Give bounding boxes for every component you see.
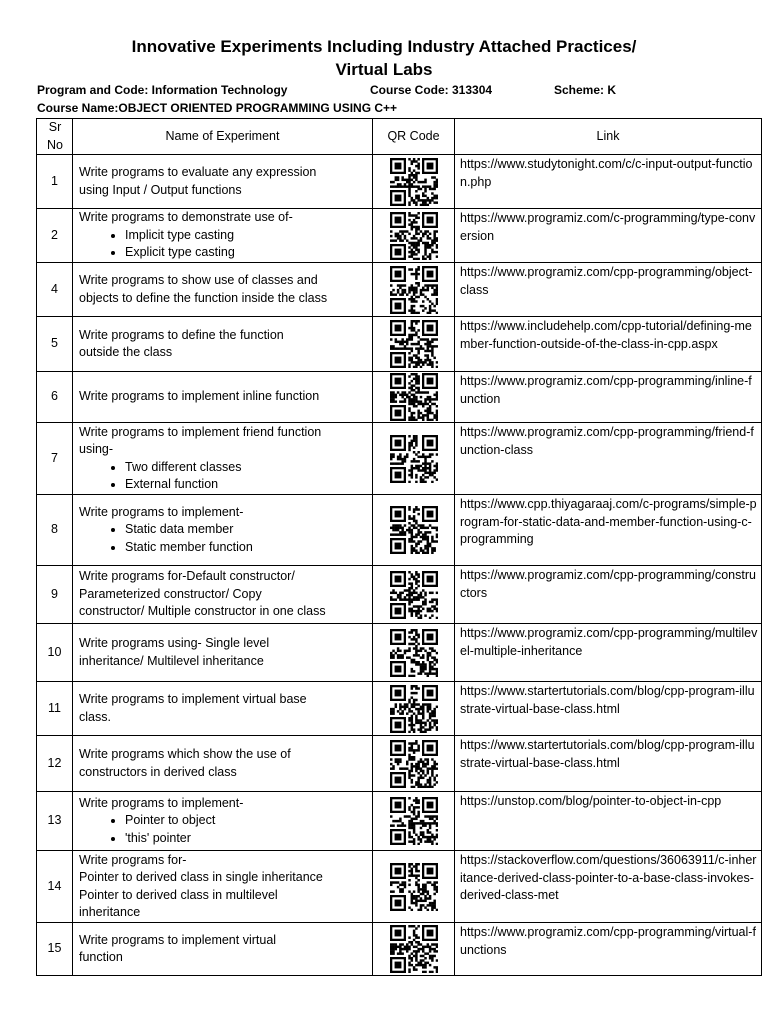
bullet-item: • Pointer to object <box>125 812 366 830</box>
sr-no-cell: 1 <box>37 155 73 209</box>
program-code: Program and Code: Information Technology <box>37 83 288 97</box>
table-row <box>37 624 762 682</box>
qr-code-cell <box>373 923 455 976</box>
qr-code-icon <box>390 925 438 973</box>
qr-code-icon <box>390 158 438 206</box>
table-row <box>37 263 762 317</box>
sr-no-cell: 8 <box>37 495 73 566</box>
table-row <box>37 923 762 976</box>
qr-code-icon <box>390 797 438 845</box>
table-row <box>37 792 762 851</box>
table-row <box>37 682 762 736</box>
sr-no-cell: 13 <box>37 792 73 851</box>
sr-no-cell: 12 <box>37 736 73 792</box>
experiment-name-line: constructors in derived class <box>79 764 237 779</box>
experiment-name-cell <box>73 317 373 372</box>
experiment-name-line: Write programs for- <box>79 852 187 867</box>
experiment-name-line: using Input / Output functions <box>79 182 242 197</box>
link-cell[interactable]: https://www.programiz.com/cpp-programming/inline-function <box>455 372 762 423</box>
sr-no-cell: 6 <box>37 372 73 423</box>
experiment-name-line: function <box>79 950 123 964</box>
qr-code-cell <box>373 209 455 263</box>
qr-code-cell <box>373 263 455 317</box>
qr-code-cell <box>373 792 455 851</box>
experiment-name-line: inheritance <box>79 905 141 919</box>
link-cell[interactable]: https://www.programiz.com/cpp-programming/object-class <box>455 263 762 317</box>
experiment-name-line: Pointer to derived class in single inheritance <box>79 870 323 884</box>
qr-code-icon <box>390 212 438 260</box>
bullet-item: • Static data member <box>125 521 366 539</box>
qr-code-cell <box>373 372 455 423</box>
link-cell[interactable]: https://www.programiz.com/cpp-programming/multilevel-multiple-inheritance <box>455 624 762 682</box>
header-name: Name of Experiment <box>73 119 373 155</box>
bullet-item: • Two different classes <box>125 459 366 477</box>
experiment-name-line: Parameterized constructor/ Copy <box>79 586 262 601</box>
page-subtitle: Virtual Labs <box>335 60 433 79</box>
experiment-name-cell <box>73 423 373 495</box>
sr-no-cell: 2 <box>37 209 73 263</box>
experiment-name-line: outside the class <box>79 345 173 359</box>
table-row <box>37 155 762 209</box>
link-cell[interactable]: https://unstop.com/blog/pointer-to-object-in-cpp <box>455 792 762 851</box>
link-cell[interactable]: https://www.cpp.thiyagaraaj.com/c-programs/simple-program-for-static-data-and-member-function-using-c-programming <box>455 495 762 566</box>
qr-code-cell <box>373 155 455 209</box>
link-cell[interactable]: https://www.startertutorials.com/blog/cpp-program-illustrate-virtual-base-class.html <box>455 682 762 736</box>
table-row <box>37 495 762 566</box>
qr-code-icon <box>390 740 438 788</box>
qr-code-cell <box>373 423 455 495</box>
sr-no-cell: 7 <box>37 423 73 495</box>
qr-code-icon <box>390 373 438 421</box>
header-sr-no: Sr No <box>37 119 73 155</box>
experiment-name-cell <box>73 495 373 566</box>
table-row <box>37 372 762 423</box>
qr-code-icon <box>390 685 438 733</box>
qr-code-cell <box>373 566 455 624</box>
experiment-name-cell <box>73 851 373 923</box>
experiment-name-line: Write programs to implement- <box>79 504 244 519</box>
bullet-item: • Static member function <box>125 539 366 557</box>
qr-code-icon <box>390 506 438 554</box>
qr-code-icon <box>390 571 438 619</box>
qr-code-icon <box>390 320 438 368</box>
experiment-name-line: Write programs to implement friend function <box>79 424 322 439</box>
link-cell[interactable]: https://www.includehelp.com/cpp-tutorial/defining-member-function-outside-of-the-class-in-cpp.aspx <box>455 317 762 372</box>
bullet-item: • Implicit type casting <box>125 227 366 245</box>
bullet-item: • 'this' pointer <box>125 830 366 848</box>
experiment-name-line: Write programs to evaluate any expression <box>79 165 317 179</box>
qr-code-icon <box>390 435 438 483</box>
experiment-name-line: Write programs to implement virtual base <box>79 692 307 706</box>
experiment-name-line: Write programs to implement virtual <box>79 932 277 947</box>
experiment-name-line: Write programs which show the use of <box>79 747 291 761</box>
sr-no-cell: 9 <box>37 566 73 624</box>
qr-code-cell <box>373 736 455 792</box>
qr-code-icon <box>390 266 438 314</box>
experiment-name-line: Write programs to implement- <box>79 795 244 810</box>
bullet-item: • External function <box>125 476 366 494</box>
header-qr: QR Code <box>373 119 455 155</box>
experiment-name-cell <box>73 682 373 736</box>
table-row <box>37 566 762 624</box>
qr-code-cell <box>373 317 455 372</box>
table-row <box>37 851 762 923</box>
scheme: Scheme: K <box>554 83 617 97</box>
experiment-name-cell <box>73 736 373 792</box>
bullet-list <box>79 521 366 556</box>
link-cell[interactable]: https://www.studytonight.com/c/c-input-output-function.php <box>455 155 762 209</box>
link-cell[interactable]: https://www.startertutorials.com/blog/cpp-program-illustrate-virtual-base-class.html <box>455 736 762 792</box>
experiment-name-line: constructor/ Multiple constructor in one class <box>79 604 326 619</box>
experiment-name-cell <box>73 792 373 851</box>
experiment-name-cell <box>73 155 373 209</box>
experiment-name-line: inheritance/ Multilevel inheritance <box>79 653 264 668</box>
experiment-name-line: Write programs to define the function <box>79 327 284 342</box>
qr-code-cell <box>373 624 455 682</box>
link-cell[interactable]: https://www.programiz.com/cpp-programming/virtual-functions <box>455 923 762 976</box>
sr-no-cell: 5 <box>37 317 73 372</box>
qr-code-icon <box>390 629 438 677</box>
bullet-list <box>79 459 366 494</box>
experiment-name-line: Pointer to derived class in multilevel <box>79 887 278 902</box>
link-cell[interactable]: https://stackoverflow.com/questions/36063911/c-inheritance-derived-class-pointer-to-a-base-class-invokes-derived-class-met <box>455 851 762 923</box>
bullet-list <box>79 812 366 847</box>
experiment-name-line: Write programs to implement inline function <box>79 389 320 404</box>
experiment-name-line: Write programs to show use of classes and <box>79 273 318 287</box>
header-link: Link <box>455 119 762 155</box>
bullet-item: • Explicit type casting <box>125 244 366 262</box>
experiment-name-cell <box>73 566 373 624</box>
sr-no-cell: 15 <box>37 923 73 976</box>
table-row <box>37 736 762 792</box>
experiment-name-cell <box>73 263 373 317</box>
sr-no-cell: 10 <box>37 624 73 682</box>
qr-code-icon <box>390 863 438 911</box>
qr-code-cell <box>373 495 455 566</box>
link-cell[interactable]: https://www.programiz.com/cpp-programming/constructors <box>455 566 762 624</box>
sr-no-cell: 11 <box>37 682 73 736</box>
sr-no-cell: 4 <box>37 263 73 317</box>
table-row <box>37 317 762 372</box>
experiment-name-cell <box>73 923 373 976</box>
experiment-name-line: Write programs to demonstrate use of- <box>79 210 293 225</box>
qr-code-cell <box>373 682 455 736</box>
page-title: Innovative Experiments Including Industry Attached Practices/ <box>131 37 637 56</box>
experiment-name-cell <box>73 624 373 682</box>
experiment-name-line: class. <box>79 709 111 724</box>
experiment-name-line: Write programs for-Default constructor/ <box>79 569 295 584</box>
link-cell[interactable]: https://www.programiz.com/c-programming/type-conversion <box>455 209 762 263</box>
sr-no-cell: 14 <box>37 851 73 923</box>
experiments-table <box>36 118 762 976</box>
experiment-name-cell <box>73 209 373 263</box>
course-code: Course Code: 313304 <box>370 83 493 97</box>
qr-code-cell <box>373 851 455 923</box>
experiment-name-cell <box>73 372 373 423</box>
course-name: Course Name:OBJECT ORIENTED PROGRAMMING USING C++ <box>37 101 398 115</box>
table-row <box>37 423 762 495</box>
experiment-name-line: objects to define the function inside the class <box>79 290 328 305</box>
experiment-name-line: Write programs using- Single level <box>79 636 270 650</box>
bullet-list <box>79 227 366 262</box>
link-cell[interactable]: https://www.programiz.com/cpp-programming/friend-function-class <box>455 423 762 495</box>
experiment-name-line: using- <box>79 442 114 456</box>
table-row <box>37 209 762 263</box>
